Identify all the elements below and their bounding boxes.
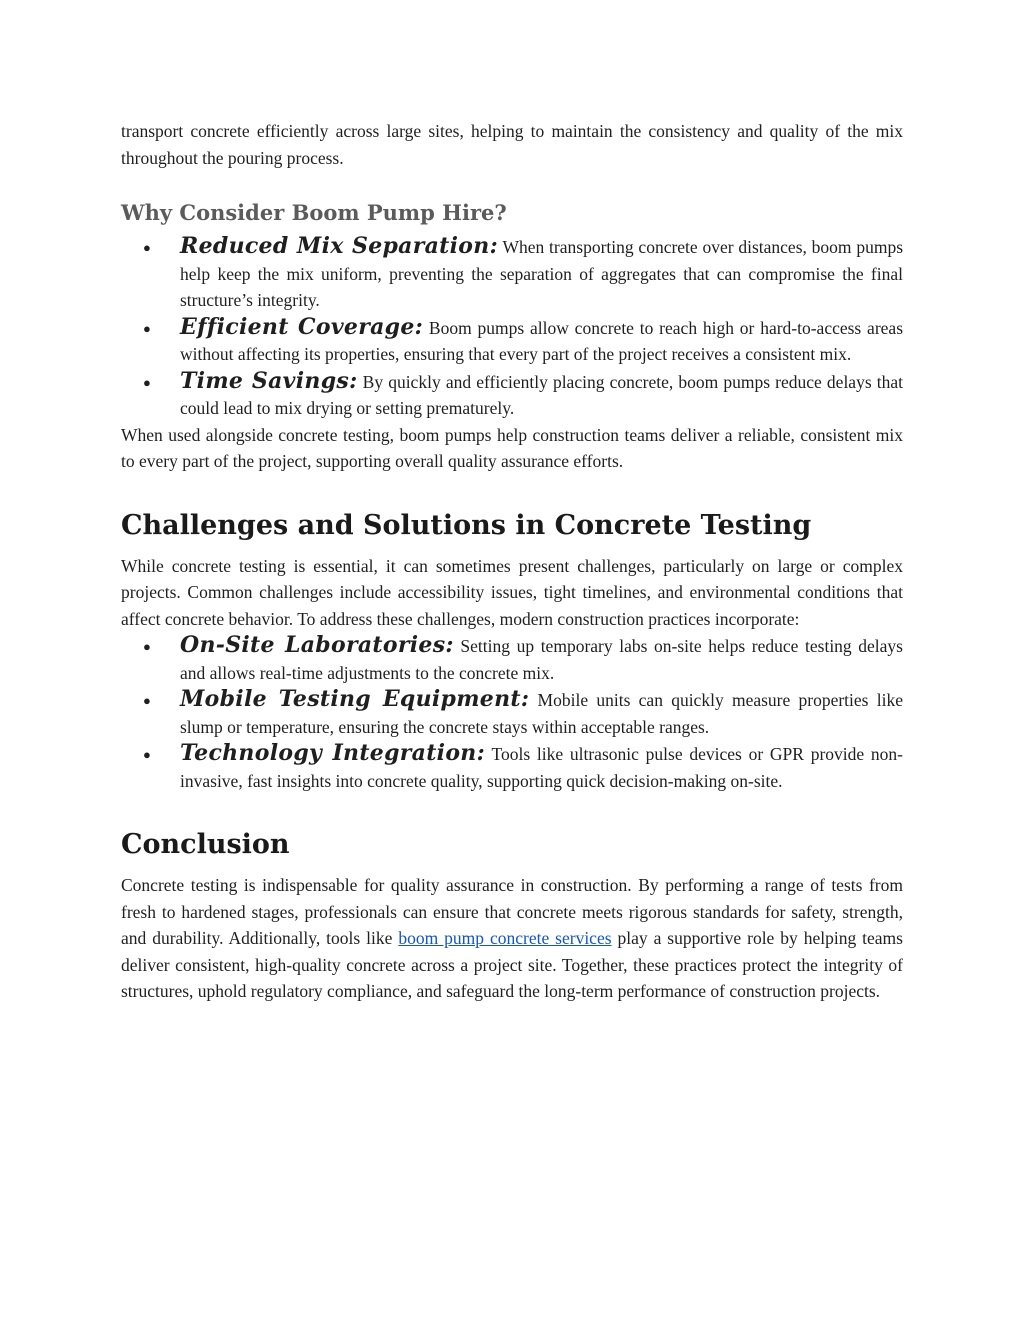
boom-benefits-list: [121, 233, 903, 422]
list-item-text: By quickly and efficiently placing concrete, boom pumps reduce delays that could lead to mix drying or setting prematurely.: [180, 371, 904, 418]
list-item-text: Setting up temporary labs on-site helps reduce testing delays and allows real-time adjustments to the concrete mix.: [180, 636, 903, 683]
list-item-text: Boom pumps allow concrete to reach high or hard-to-access areas without affecting its properties, ensuring that every part of the project receives a consistent mix.: [180, 317, 904, 364]
list-item: [143, 686, 903, 740]
list-item: [143, 313, 904, 368]
bullet-icon: ●: [143, 639, 151, 654]
list-item-term: Efficient Coverage:: [180, 313, 424, 340]
boom-closing-paragraph: When used alongside concrete testing, boom pumps help construction teams deliver a reliable, consistent mix to every part of the project, supporting overall quality assurance efforts.: [121, 424, 903, 471]
bullet-icon: ●: [143, 240, 151, 255]
list-item-term: Technology Integration:: [180, 740, 486, 766]
list-item-term: Time Savings:: [180, 367, 358, 394]
conclusion-text-before-link: Concrete testing is indispensable for quality assurance in construction. By performing a range of tests from fresh to hardened stages, professionals can ensure that concrete meets rigorous standards for safety, strength, and durability. Additionally, tools like: [121, 875, 903, 948]
conclusion-paragraph: [121, 872, 903, 1005]
boom-pump-heading: Why Consider Boom Pump Hire?: [121, 200, 507, 225]
boom-pump-services-link[interactable]: boom pump concrete services: [398, 928, 612, 948]
list-item: [143, 632, 903, 686]
challenges-intro-paragraph: While concrete testing is essential, it can sometimes present challenges, particularly on large or complex projects. Common challenges include accessibility issues, tight timelines, and environmental conditions that affect concrete behavior. To address these challenges, modern construction practices incorporate:: [121, 555, 903, 629]
bullet-icon: ●: [143, 320, 151, 336]
document-page: [121, 118, 903, 1005]
bullet-icon: ●: [143, 693, 151, 708]
list-item-text: Tools like ultrasonic pulse devices or GPR provide non-invasive, fast insights into concrete quality, supporting quick decision-making on-site.: [180, 744, 903, 791]
bullet-icon: ●: [143, 747, 151, 762]
list-item-term: Reduced Mix Separation:: [180, 233, 498, 259]
challenges-heading: Challenges and Solutions in Concrete Testing: [121, 509, 812, 541]
list-item-text: Mobile units can quickly measure properties like slump or temperature, ensuring the concrete stays within acceptable ranges.: [180, 690, 903, 737]
list-item-term: Mobile Testing Equipment:: [180, 686, 530, 712]
list-item: [143, 740, 903, 794]
bullet-icon: ●: [143, 374, 151, 390]
list-item: [143, 367, 904, 422]
list-item: [143, 233, 904, 314]
list-item-term: On-Site Laboratories:: [180, 632, 454, 658]
intro-paragraph: transport concrete efficiently across large sites, helping to maintain the consistency and quality of the mix throughout the pouring process.: [121, 121, 903, 168]
conclusion-heading: Conclusion: [121, 829, 290, 860]
list-item-text: When transporting concrete over distances, boom pumps help keep the mix uniform, preventing the separation of aggregates that can compromise the final structure’s integrity.: [180, 237, 904, 310]
challenges-solutions-list: [121, 632, 903, 794]
conclusion-text-after-link: play a supportive role by helping teams deliver consistent, high-quality concrete across a project site. Together, these practices protect the integrity of structures, uphold regulatory compliance, and safeguard the long-term performance of construction projects.: [121, 928, 903, 1001]
